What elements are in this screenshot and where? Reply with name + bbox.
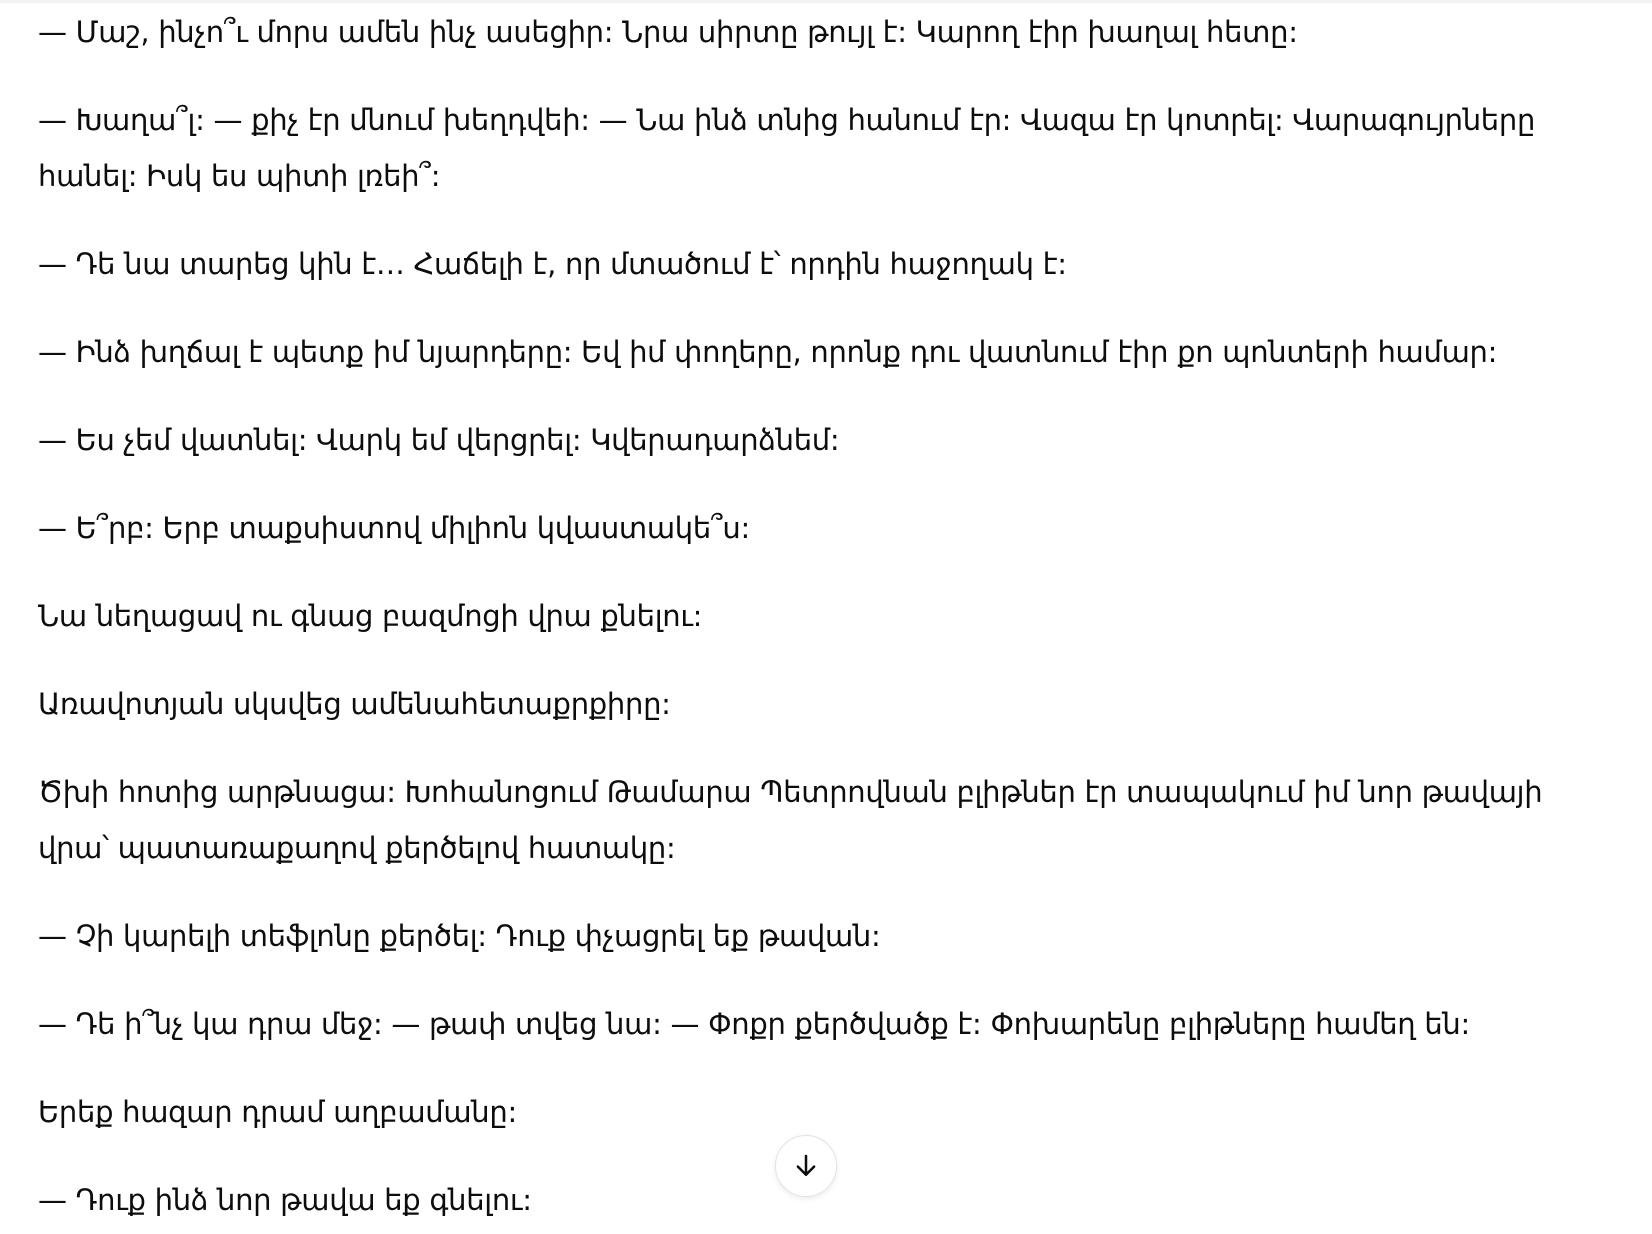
paragraph: — Չի կարելի տեֆլոնը քերծել: Դուք փչացրել եք թավան: [38, 919, 881, 953]
paragraph: Ծխի հոտից արթնացա: Խոհանոցում Թամարա Պետրովնան բլիթներ էր տապակում իմ նոր թավայի վրա՝ պատառաքաղով քերծելով հատակը: [38, 775, 1543, 865]
paragraph: Առավոտյան սկսվեց ամենահետաքրքիրը: [38, 687, 671, 721]
story-text [38, 0, 1598, 1234]
paragraph: — Մաշ, ինչո՞ւ մորս ամեն ինչ ասեցիր: Նրա սիրտը թույլ է: Կարող էիր խաղալ հետը: [38, 15, 1298, 49]
paragraph: — Դե նա տարեց կին է… Հաճելի է, որ մտածում է՝ որդին հաջողակ է: [38, 247, 1067, 281]
paragraph: — Դե ի՞նչ կա դրա մեջ: — թափ տվեց նա: — Փոքր քերծվածք է: Փոխարենը բլիթները համեղ են: [38, 1007, 1470, 1041]
arrow-down-icon [791, 1151, 821, 1181]
paragraph: — Խաղա՞լ: — քիչ էր մնում խեղդվեի: — Նա ինձ տնից հանում էր: Վազա էր կոտրել: Վարագույրները հանել: Իսկ ես պիտի լռեի՞: [38, 103, 1536, 193]
paragraph: — Ես չեմ վատնել: Վարկ եմ վերցրել: Կվերադարձնեմ: [38, 423, 840, 457]
scroll-to-bottom-button[interactable] [775, 1135, 837, 1197]
paragraph: — Դուք ինձ նոր թավա եք գնելու: [38, 1183, 532, 1217]
paragraph: Երեք հազար դրամ աղբամանը: [38, 1095, 517, 1129]
paragraph: — Ե՞րբ: Երբ տաքսիստով միլիոն կվաստակե՞ս: [38, 511, 750, 545]
paragraph: — Ինձ խղճալ է պետք իմ նյարդերը: Եվ իմ փողերը, որոնք դու վատնում էիր քո պոնտերի համար: [38, 335, 1498, 369]
paragraph: Նա նեղացավ ու գնաց բազմոցի վրա քնելու: [38, 599, 703, 633]
